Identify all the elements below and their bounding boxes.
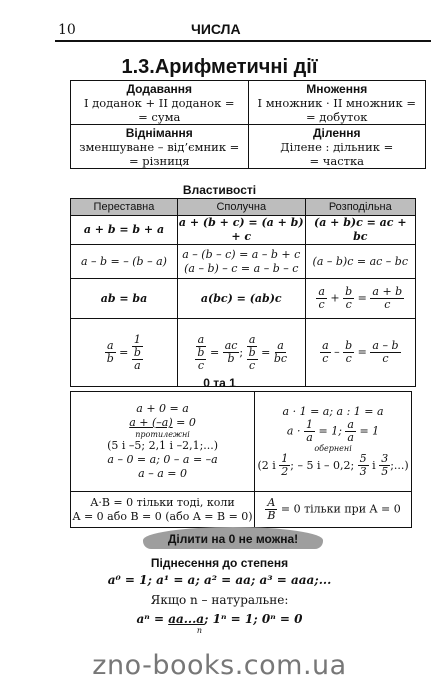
op-subtraction: Віднімання зменшуване – від’ємник = = різниця <box>71 125 249 169</box>
zero-one-table <box>70 391 412 528</box>
quotient-zero-cell: $\frac{A}{B}$ = 0 тільки при A = 0 <box>255 492 412 528</box>
prop-cell: $\frac{a}{c}$ – $\frac{b}{c}$ = $\frac{a - b}{c}$ <box>305 319 415 387</box>
prop-cell: $\frac{a}{c}$ + $\frac{b}{c}$ = $\frac{a + b}{c}$ <box>305 279 415 319</box>
prop-cell: (a – b)c = ac – bc <box>305 245 415 279</box>
powers-formula: aⁿ = aa...a; 1ⁿ = 1; 0ⁿ = 0 n <box>136 612 303 635</box>
zero-one-title: 0 та 1 <box>203 376 236 390</box>
one-cell: a · 1 = a; a : 1 = a a · $\frac{1}{a}$ = 1; $\frac{a}{a}$ = 1 обернені (2 і $\frac{1}{2}$ ; – 5 і – 0,2; $\frac{5}{3}$ і $\frac{3}{5}$ ;...) <box>255 392 412 492</box>
properties-table <box>70 198 416 387</box>
prop-cell: a + (b + c) = (a + b) + c <box>178 216 304 243</box>
op-division: Ділення Ділене : дільник = = частка <box>248 125 426 169</box>
properties-title: Властивості <box>182 183 257 197</box>
prop-cell: a – (b – c) = a – b + c (a – b) – c = a – b – c <box>177 245 305 279</box>
prop-cell: (a + b)c = ac + bc <box>305 216 415 245</box>
op-addition: Додавання I доданок + II доданок = = сума <box>71 81 249 125</box>
operations-table <box>70 80 426 169</box>
prop-cell: a b c = $\frac{ac}{b}$ ; a b c = $\frac{a}{bc}$ <box>177 319 305 387</box>
header-rule <box>55 40 431 42</box>
prop-cell: ab = ba <box>71 279 178 319</box>
col-commutative: Переставна <box>71 199 178 216</box>
watermark: zno-books.com.ua <box>92 650 347 681</box>
col-associative: Сполучна <box>177 199 305 216</box>
prop-cell: $\frac{a}{b}$ = 1 b a <box>71 319 178 387</box>
powers-title: Піднесення до степеня <box>150 556 289 570</box>
page-number: 10 <box>58 22 76 38</box>
col-distributive: Розподільна <box>305 199 415 216</box>
prop-cell: a + b = b + a <box>71 216 178 245</box>
product-zero-cell: A·B = 0 тільки тоді, коли A = 0 або B = 0 (або A = B = 0) <box>71 492 255 528</box>
prop-cell: a – b = – (b – a) <box>71 245 178 279</box>
running-header: ЧИСЛА <box>191 21 241 37</box>
prop-cell: a(bc) = (ab)c <box>177 279 305 319</box>
powers-condition: Якщо n – натуральне: <box>150 593 289 607</box>
section-title: 1.3.Арифметичні дії <box>121 56 318 78</box>
zero-cell: a + 0 = a a + (–a) = 0 протилежні (5 і –5; 2,1 і –2,1;...) a – 0 = a; 0 – a = –a a – a = 0 <box>71 392 255 492</box>
op-multiplication: Множення I множник · II множник = = добуток <box>248 81 426 125</box>
division-by-zero-banner: Ділити на 0 не можна! <box>143 527 323 549</box>
powers-line: a⁰ = 1; a¹ = a; a² = aa; a³ = aaa;... <box>107 573 332 587</box>
